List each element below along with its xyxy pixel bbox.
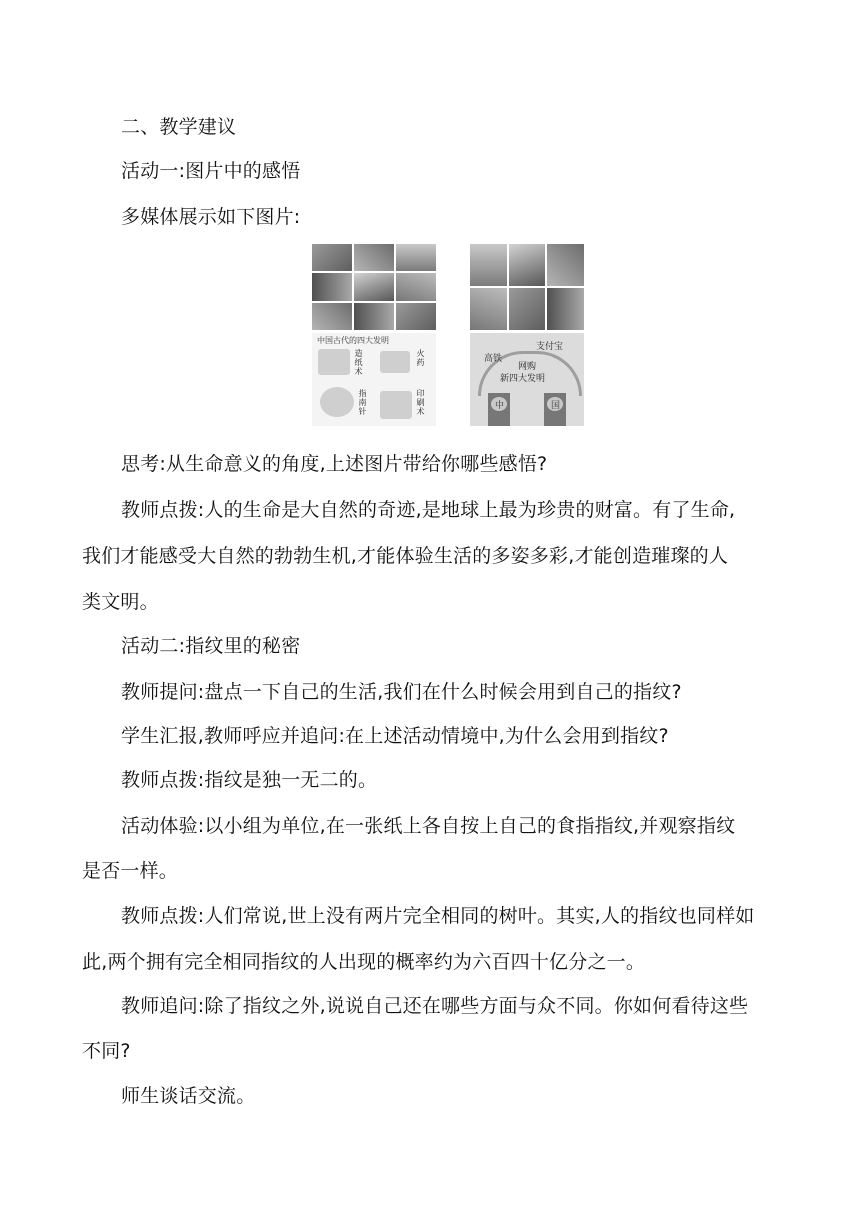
printing-illustration	[380, 391, 412, 419]
photo-cell	[547, 244, 584, 286]
photo-cell	[470, 288, 507, 330]
new-invention-label-alipay: 支付宝	[536, 342, 564, 352]
photo-cell	[509, 288, 546, 330]
photo-cell	[470, 244, 507, 286]
invention-label-printing: 印刷术	[416, 389, 425, 416]
four-inventions-panel	[312, 333, 436, 426]
new-four-inventions-panel	[470, 333, 584, 426]
teacher-tip-3-line-2: 此,两个拥有完全相同指纹的人出现的概率约为六百四十亿分之一。	[82, 951, 646, 973]
teacher-tip-2: 教师点拨:指纹是独一无二的。	[121, 769, 378, 791]
inventions-title: 中国古代的四大发明	[317, 336, 389, 345]
photo-cell	[312, 273, 352, 300]
activity1-title: 活动一:图片中的感悟	[121, 160, 301, 182]
activity2-title: 活动二:指纹里的秘密	[121, 635, 301, 657]
papermaking-illustration	[318, 349, 350, 375]
photo-cell	[312, 303, 352, 330]
invention-label-gunpowder: 火药	[416, 349, 425, 367]
photo-cell	[354, 303, 394, 330]
modern-life-figure	[470, 244, 584, 426]
photo-cell	[354, 244, 394, 271]
new-invention-label-title: 新四大发明	[500, 374, 546, 384]
pillar-character-right: 国	[551, 401, 561, 411]
teacher-tip-3-line-1: 教师点拨:人们常说,世上没有两片完全相同的树叶。其实,人的指纹也同样如	[121, 905, 755, 927]
new-invention-label-online-shopping: 网购	[518, 362, 537, 372]
photo-cell	[396, 244, 436, 271]
activity-photo-grid	[470, 244, 584, 330]
teacher-followup-line-1: 教师追问:除了指纹之外,说说自己还在哪些方面与众不同。你如何看待这些	[121, 995, 749, 1017]
invention-label-compass: 指南针	[358, 389, 367, 416]
life-nature-figure	[312, 244, 436, 426]
photo-cell	[396, 273, 436, 300]
teacher-question: 教师提问:盘点一下自己的生活,我们在什么时候会用到自己的指纹?	[121, 681, 682, 703]
photo-cell	[354, 273, 394, 300]
teacher-tip-1-line-3: 类文明。	[82, 591, 159, 613]
nature-photo-grid	[312, 244, 436, 330]
new-invention-label-highspeed-rail: 高铁	[484, 354, 503, 364]
teacher-tip-1-line-1: 教师点拨:人的生命是大自然的奇迹,是地球上最为珍贵的财富。有了生命,	[121, 499, 736, 521]
photo-cell	[396, 303, 436, 330]
pillar-character-left: 中	[495, 401, 505, 411]
photo-cell	[547, 288, 584, 330]
gunpowder-illustration	[380, 351, 410, 373]
photo-cell	[312, 244, 352, 271]
multimedia-text: 多媒体展示如下图片:	[121, 206, 301, 228]
photo-cell	[509, 244, 546, 286]
activity-experience-line-1: 活动体验:以小组为单位,在一张纸上各自按上自己的食指指纹,并观察指纹	[121, 815, 736, 837]
think-question: 思考:从生命意义的角度,上述图片带给你哪些感悟?	[121, 453, 548, 475]
compass-illustration	[320, 387, 354, 417]
discussion-text: 师生谈话交流。	[121, 1085, 256, 1107]
activity-experience-line-2: 是否一样。	[82, 860, 179, 882]
teacher-followup-line-2: 不同?	[82, 1040, 131, 1062]
student-report: 学生汇报,教师呼应并追问:在上述活动情境中,为什么会用到指纹?	[121, 725, 669, 747]
invention-label-papermaking: 造纸术	[354, 349, 363, 376]
teacher-tip-1-line-2: 我们才能感受大自然的勃勃生机,才能体验生活的多姿多彩,才能创造璀璨的人	[82, 545, 729, 567]
section-title: 二、教学建议	[121, 116, 237, 138]
